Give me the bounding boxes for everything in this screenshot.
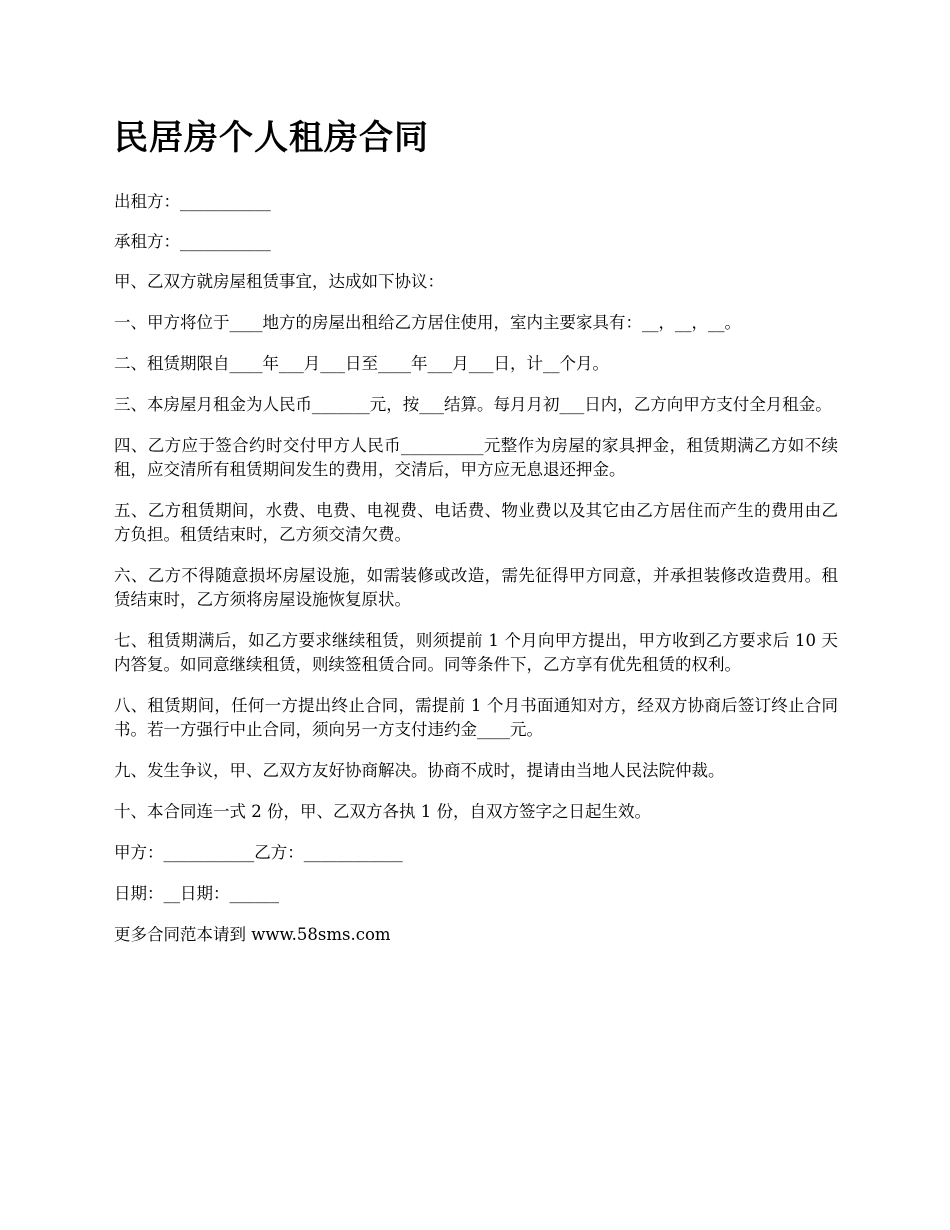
clause-2: 二、租赁期限自____年___月___日至____年___月___日，计__个月。 (114, 354, 609, 373)
lessor-line: 出租方：___________ (114, 192, 271, 211)
lessee-line: 承租方：___________ (114, 232, 271, 251)
clause-5: 五、乙方租赁期间，水费、电费、电视费、电话费、物业费以及其它由乙方居住而产生的费用由乙方负担。租赁结束时，乙方须交清欠费。 (114, 501, 838, 544)
footer-link-text: 更多合同范本请到 www.58sms.com (114, 925, 391, 944)
clause-10: 十、本合同连一式 2 份，甲、乙双方各执 1 份，自双方签字之日起生效。 (114, 802, 651, 821)
signature-line: 甲方：___________乙方：____________ (114, 843, 403, 862)
clause-3: 三、本房屋月租金为人民币_______元，按___结算。每月月初___日内，乙方向甲方支付全月租金。 (114, 395, 832, 414)
page-title: 民居房个人租房合同 (114, 118, 429, 158)
clause-8: 八、租赁期间，任何一方提出终止合同，需提前 1 个月书面通知对方，经双方协商后签订终止合同书。若一方强行中止合同，须向另一方支付违约金____元。 (114, 696, 838, 739)
clause-1: 一、甲方将位于____地方的房屋出租给乙方居住使用，室内主要家具有：__，__，__。 (114, 313, 741, 332)
clause-6: 六、乙方不得随意损坏房屋设施，如需装修或改造，需先征得甲方同意，并承担装修改造费用。租赁结束时，乙方须将房屋设施恢复原状。 (114, 566, 838, 609)
clause-7: 七、租赁期满后，如乙方要求继续租赁，则须提前 1 个月向甲方提出，甲方收到乙方要求后 10 天内答复。如同意继续租赁，则续签租赁合同。同等条件下，乙方享有优先租赁的权利。 (114, 631, 838, 674)
clause-9: 九、发生争议，甲、乙双方友好协商解决。协商不成时，提请由当地人民法院仲裁。 (114, 761, 725, 780)
preamble: 甲、乙双方就房屋租赁事宜，达成如下协议： (114, 272, 444, 291)
clause-4: 四、乙方应于签合约时交付甲方人民币__________元整作为房屋的家具押金，租赁期满乙方如不续租，应交清所有租赁期间发生的费用，交清后，甲方应无息退还押金。 (114, 436, 838, 479)
date-line: 日期：__日期：______ (114, 884, 279, 903)
